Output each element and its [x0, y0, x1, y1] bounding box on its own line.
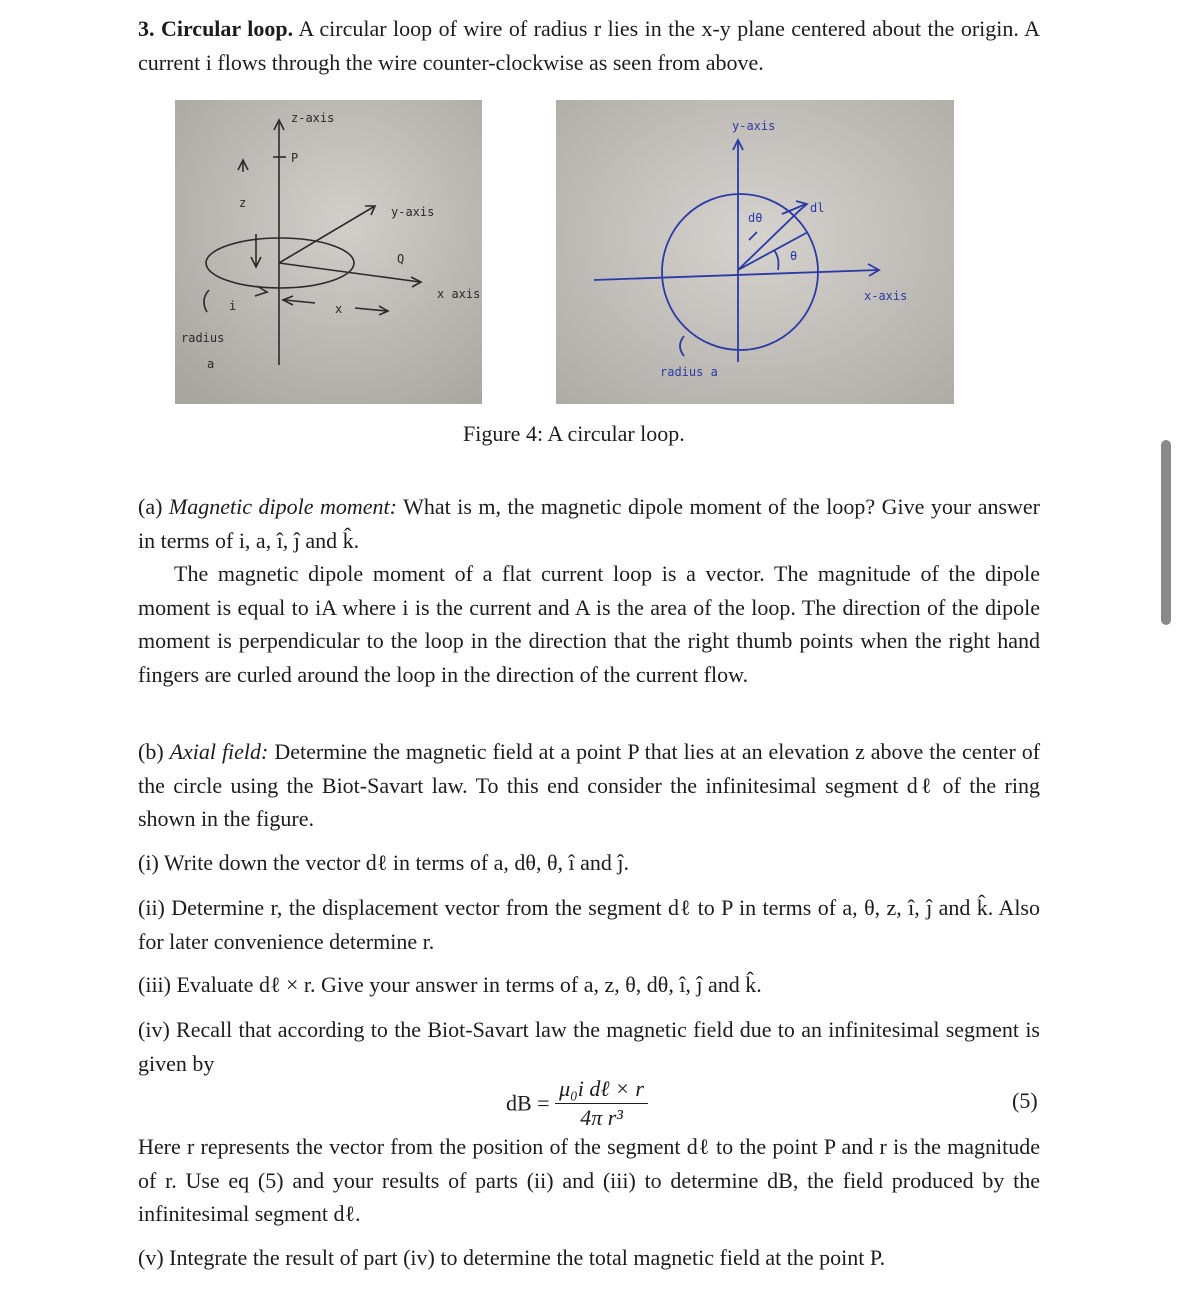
right-dtheta-label: dθ [748, 211, 763, 225]
equation-5 [506, 1076, 648, 1131]
problem-intro [138, 12, 1040, 79]
right-radius-label: radius a [660, 365, 718, 379]
left-z-axis-label: z-axis [291, 111, 335, 125]
right-x-axis-label: x-axis [864, 289, 908, 303]
part-b-ii [138, 891, 1040, 958]
left-q-label: Q [397, 252, 405, 266]
left-x-axis-label: x axis [437, 287, 481, 301]
equation-denominator: 4π r³ [580, 1105, 623, 1130]
equation-fraction [555, 1076, 648, 1131]
part-b-i-text: (i) Write down the vector dℓ in terms of a, dθ, θ, î and ĵ. [138, 850, 629, 875]
part-a-label: (a) [138, 494, 163, 519]
part-b-iii-text: (iii) Evaluate dℓ × r. Give your answer in terms of a, z, θ, dθ, î, ĵ and k̂. [138, 972, 762, 997]
figure-caption: Figure 4: A circular loop. [463, 421, 685, 446]
part-b [138, 735, 1040, 836]
part-b-question [138, 735, 1040, 836]
problem-header [138, 12, 1040, 79]
part-a-title: Magnetic dipole moment: [168, 494, 397, 519]
part-a-explanation: The magnetic dipole moment of a flat current loop is a vector. The magnitude of the dipole moment is equal to iA where i is the current and A is the area of the loop. The direction of the dipole moment is perpendicular to the loop in the direction that the right thumb points when the right hand fingers are curled around the loop in the direction of the current flow. [138, 561, 1040, 687]
part-b-ii-text: (ii) Determine r, the displacement vector from the segment dℓ to P in terms of a, θ, z, î, ĵ and k̂. Also for later convenience determine r. [138, 895, 1040, 954]
equation-lhs: dB = [506, 1090, 550, 1116]
problem-title: Circular loop. [160, 16, 294, 41]
right-dl-label: dl [810, 201, 825, 215]
left-radius-label: radius [181, 331, 225, 345]
problem-number: 3. [138, 16, 155, 41]
right-theta-label: θ [790, 249, 798, 263]
left-x-label: x [335, 302, 343, 316]
part-b-iv-after [138, 1130, 1040, 1231]
figure-left-photo [175, 100, 482, 404]
part-a-question-text: What is m, the magnetic dipole moment of the loop? Give your answer in terms of i, a, î, ĵ and k̂. [138, 494, 1040, 553]
problem-intro-text: A circular loop of wire of radius r lies in the x-y plane centered about the origin. A current i flows through the wire counter-clockwise as seen from above. [138, 16, 1040, 75]
left-z-label: z [239, 196, 247, 210]
right-y-axis-label: y-axis [732, 119, 776, 133]
part-b-v-text: (v) Integrate the result of part (iv) to determine the total magnetic field at the point P. [138, 1245, 886, 1270]
equation-tag: (5) [1012, 1088, 1038, 1113]
left-a-label: a [207, 357, 215, 371]
part-a-question [138, 490, 1040, 557]
part-b-title: Axial field: [169, 739, 269, 764]
part-b-iv [138, 1013, 1040, 1080]
part-b-question-text: Determine the magnetic field at a point P that lies at an elevation z above the center of the circle using the Biot-Savart law. To this end consider the infinitesimal segment dℓ of the ring shown in the figure. [138, 739, 1041, 831]
part-b-label: (b) [138, 739, 164, 764]
part-b-iv-text: (iv) Recall that according to the Biot-Savart law the magnetic field due to an infinitesimal segment is given by [138, 1017, 1040, 1076]
figure-right-sketch [556, 100, 954, 404]
part-b-i [138, 846, 1040, 880]
part-b-v [138, 1241, 1040, 1275]
part-b-iii [138, 968, 1040, 1002]
left-i-label: i [229, 299, 237, 313]
vertical-scrollbar[interactable] [1161, 440, 1171, 625]
left-p-label: P [291, 151, 299, 165]
left-y-axis-label: y-axis [391, 205, 435, 219]
equation-numerator: μ₀i dℓ × r [555, 1076, 648, 1104]
figure-right-photo [556, 100, 954, 404]
part-a [138, 490, 1040, 691]
part-b-iv-after-text: Here r represents the vector from the position of the segment dℓ to the point P and r is the magnitude of r. Use eq (5) and your results of parts (ii) and (iii) to determine dB, the field produced by the infinitesimal segment dℓ. [138, 1134, 1040, 1226]
figure-left-sketch [175, 100, 482, 404]
